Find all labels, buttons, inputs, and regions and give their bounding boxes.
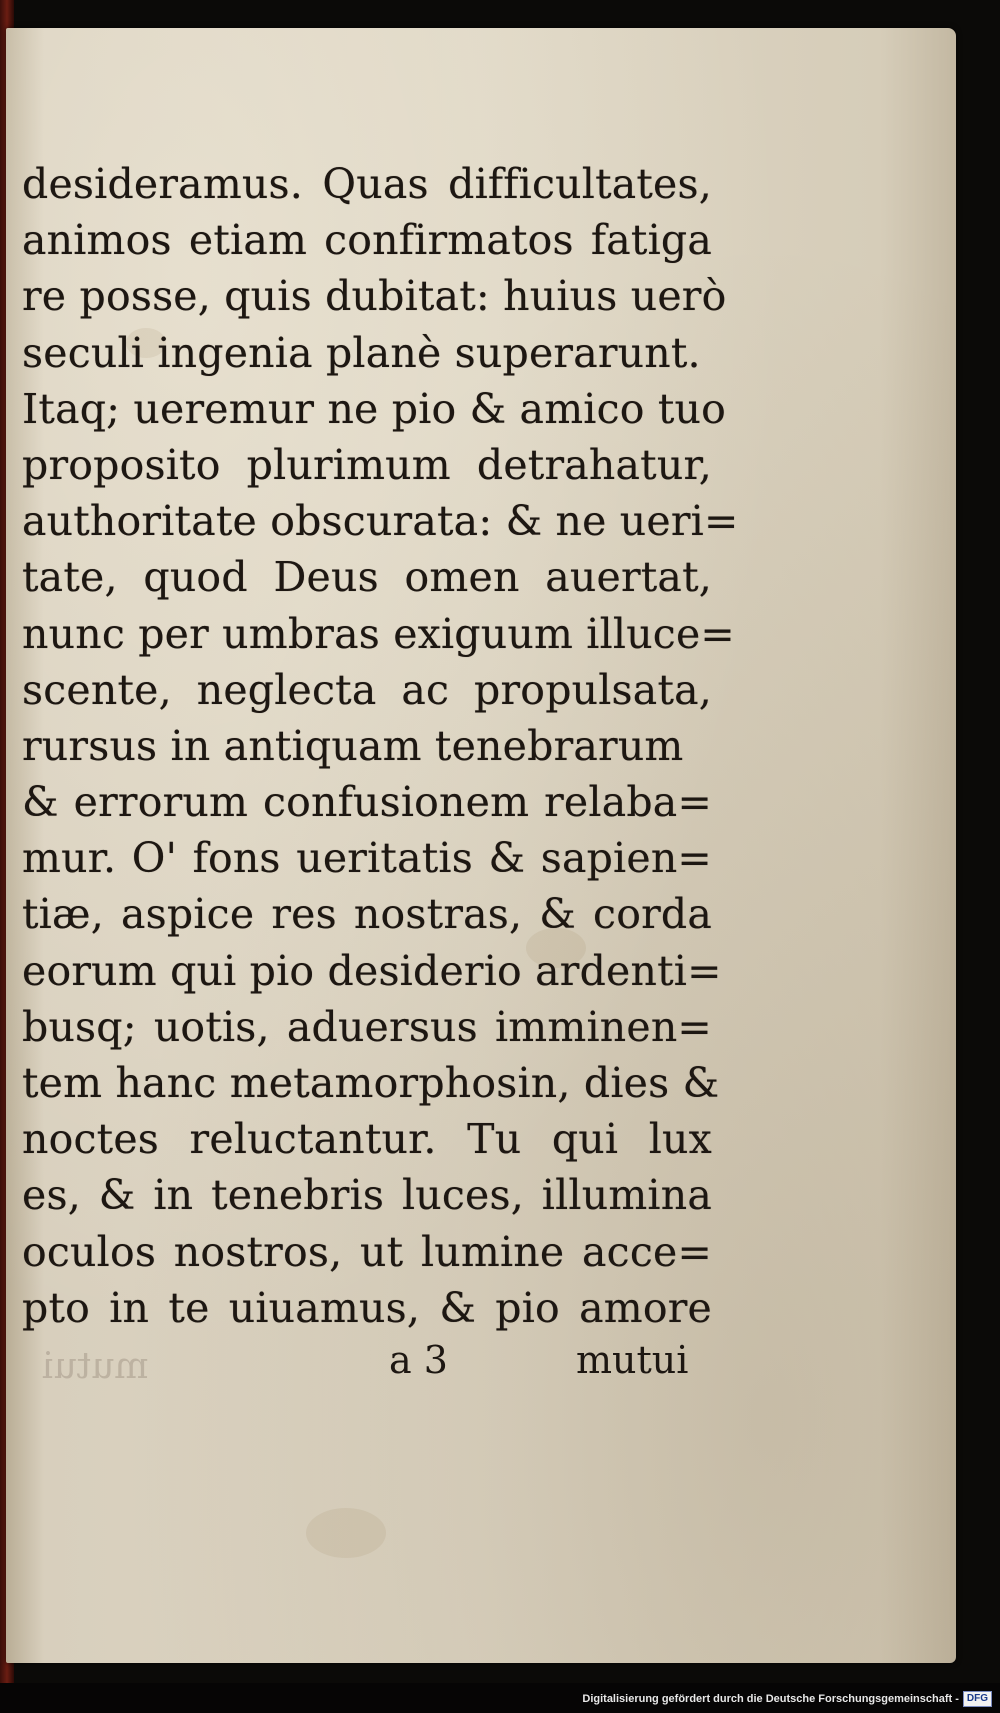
- page-footer-line: [6, 1338, 706, 1398]
- text-line: seculi ingenia planè superarunt.: [22, 328, 701, 377]
- body-text: [22, 156, 739, 1336]
- text-line: scente, neglecta ac propulsata,: [22, 665, 712, 714]
- text-line: tem hanc metamorphosin, dies &: [22, 1059, 720, 1107]
- text-line: & errorum confusionem relaba=: [22, 778, 712, 827]
- credit-text: Digitalisierung gefördert durch die Deutsche Forschungsgemeinschaft -: [582, 1693, 959, 1705]
- text-line: desideramus. Quas difficultates,: [22, 160, 712, 208]
- text-line: nunc per umbras exiguum illuce=: [22, 609, 735, 658]
- catchword: mutui: [576, 1338, 689, 1382]
- text-line: re posse, quis dubitat: huius uerò: [22, 272, 727, 321]
- text-line: proposito plurimum detrahatur,: [22, 440, 712, 489]
- text-line: animos etiam confirmatos fatiga: [22, 216, 712, 265]
- text-line: eorum qui pio desiderio ardenti=: [22, 946, 722, 995]
- foxing-spot: [306, 1508, 386, 1558]
- digitization-footer: [0, 1683, 1000, 1713]
- funding-credit: [582, 1691, 992, 1707]
- text-line: noctes reluctantur. Tu qui lux: [22, 1115, 712, 1164]
- text-line: mur. O' fons ueritatis & sapien=: [22, 834, 712, 883]
- text-line: tate, quod Deus omen auertat,: [22, 553, 712, 602]
- text-line: rursus in antiquam tenebrarum: [22, 721, 684, 770]
- text-line: es, & in tenebris luces, illumina: [22, 1171, 712, 1220]
- show-through-text: mutui: [42, 1346, 149, 1387]
- dfg-logo-icon: DFG: [963, 1691, 992, 1707]
- text-line: Itaq; ueremur ne pio & amico tuo: [22, 384, 727, 433]
- text-line: tiæ, aspice res nostras, & corda: [22, 890, 712, 939]
- book-page: [6, 28, 956, 1663]
- signature-mark: a 3: [389, 1338, 448, 1382]
- text-line: pto in te uiuamus, & pio amore: [22, 1283, 712, 1332]
- text-line: authoritate obscurata: & ne ueri=: [22, 497, 739, 546]
- text-line: oculos nostros, ut lumine acce=: [22, 1227, 712, 1276]
- text-line: busq; uotis, aduersus imminen=: [22, 1002, 712, 1051]
